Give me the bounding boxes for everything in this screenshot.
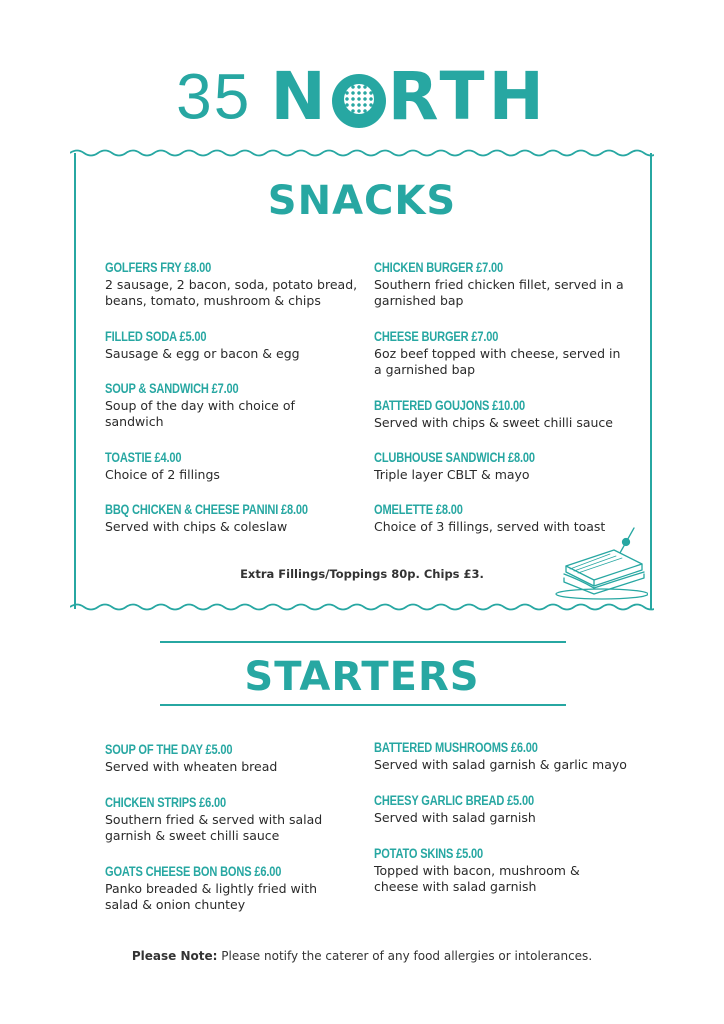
menu-item-name: GOATS CHEESE BON BONS £6.00 [105, 864, 282, 879]
menu-item-description: Choice of 2 fillings [105, 467, 220, 482]
starters-rule-bottom [160, 704, 566, 706]
menu-item-name: BBQ CHICKEN & CHEESE PANINI £8.00 [105, 502, 308, 517]
menu-item [374, 793, 634, 826]
menu-item-description: Sausage & egg or bacon & egg [105, 346, 300, 361]
menu-item [105, 795, 335, 844]
menu-item-name: TOASTIE £4.00 [105, 450, 182, 465]
menu-item-description: Southern fried chicken fillet, served in a garnished bap [374, 277, 624, 308]
menu-item-name: GOLFERS FRY £8.00 [105, 260, 212, 275]
menu-item-description: 6oz beef topped with cheese, served in a garnished bap [374, 346, 621, 377]
menu-item-description: Served with chips & sweet chilli sauce [374, 415, 613, 430]
menu-item-description: 2 sausage, 2 bacon, soda, potato bread, beans, tomato, mushroom & chips [105, 277, 358, 308]
menu-item-name: CHICKEN BURGER £7.00 [374, 260, 503, 275]
menu-item [105, 864, 335, 913]
menu-item-name: OMELETTE £8.00 [374, 502, 463, 517]
allergy-note-label: Please Note: [131, 949, 218, 963]
menu-item [105, 502, 365, 535]
menu-item-description: Soup of the day with choice of sandwich [105, 398, 295, 429]
logo [0, 58, 724, 135]
menu-item [105, 260, 365, 309]
logo-word-start: N [270, 58, 330, 135]
starters-heading: STARTERS [244, 654, 480, 700]
menu-item [374, 398, 634, 431]
menu-item [374, 450, 634, 483]
logo-number: 35 [176, 60, 252, 133]
menu-item-description: Southern fried & served with salad garnish & sweet chilli sauce [105, 812, 323, 843]
menu-item-description: Topped with bacon, mushroom & cheese with salad garnish [374, 863, 580, 894]
menu-item-name: CLUBHOUSE SANDWICH £8.00 [374, 450, 535, 465]
menu-item [374, 846, 584, 895]
menu-item [374, 329, 624, 378]
extra-fillings-note: Extra Fillings/Toppings 80p. Chips £3. [240, 567, 484, 581]
menu-item-name: BATTERED GOUJONS £10.00 [374, 398, 526, 413]
menu-item [374, 740, 644, 773]
menu-item [374, 260, 624, 309]
menu-item-name: CHEESE BURGER £7.00 [374, 329, 499, 344]
menu-item-name: FILLED SODA £5.00 [105, 329, 207, 344]
menu-item-name: SOUP OF THE DAY £5.00 [105, 742, 233, 757]
menu-item-name: SOUP & SANDWICH £7.00 [105, 381, 239, 396]
menu-item-description: Served with salad garnish [374, 810, 536, 825]
menu-item-description: Served with chips & coleslaw [105, 519, 288, 534]
menu-item-name: CHICKEN STRIPS £6.00 [105, 795, 226, 810]
sandwich-illustration [552, 522, 648, 600]
logo-word [270, 58, 547, 135]
menu-item-description: Panko breaded & lightly fried with salad & onion chuntey [105, 881, 318, 912]
menu-item-description: Triple layer CBLT & mayo [374, 467, 530, 482]
menu-item-name: POTATO SKINS £5.00 [374, 846, 484, 861]
snacks-heading: SNACKS [267, 178, 457, 224]
menu-item-description: Choice of 3 fillings, served with toast [374, 519, 606, 534]
menu-item [105, 742, 365, 775]
wave-divider-bottom [70, 602, 654, 612]
menu-item-description: Served with salad garnish & garlic mayo [374, 757, 627, 772]
menu-item [105, 381, 305, 430]
menu-item-description: Served with wheaten bread [105, 759, 278, 774]
menu-item [105, 329, 365, 362]
menu-item [105, 450, 365, 483]
golf-ball-icon [332, 74, 386, 128]
menu-item-name: CHEESY GARLIC BREAD £5.00 [374, 793, 534, 808]
logo-word-end: RTH [387, 58, 548, 135]
allergy-note [0, 949, 724, 963]
starters-rule-top [160, 641, 566, 643]
allergy-note-text: Please notify the caterer of any food allergies or intolerances. [217, 949, 593, 963]
menu-item-name: BATTERED MUSHROOMS £6.00 [374, 740, 538, 755]
